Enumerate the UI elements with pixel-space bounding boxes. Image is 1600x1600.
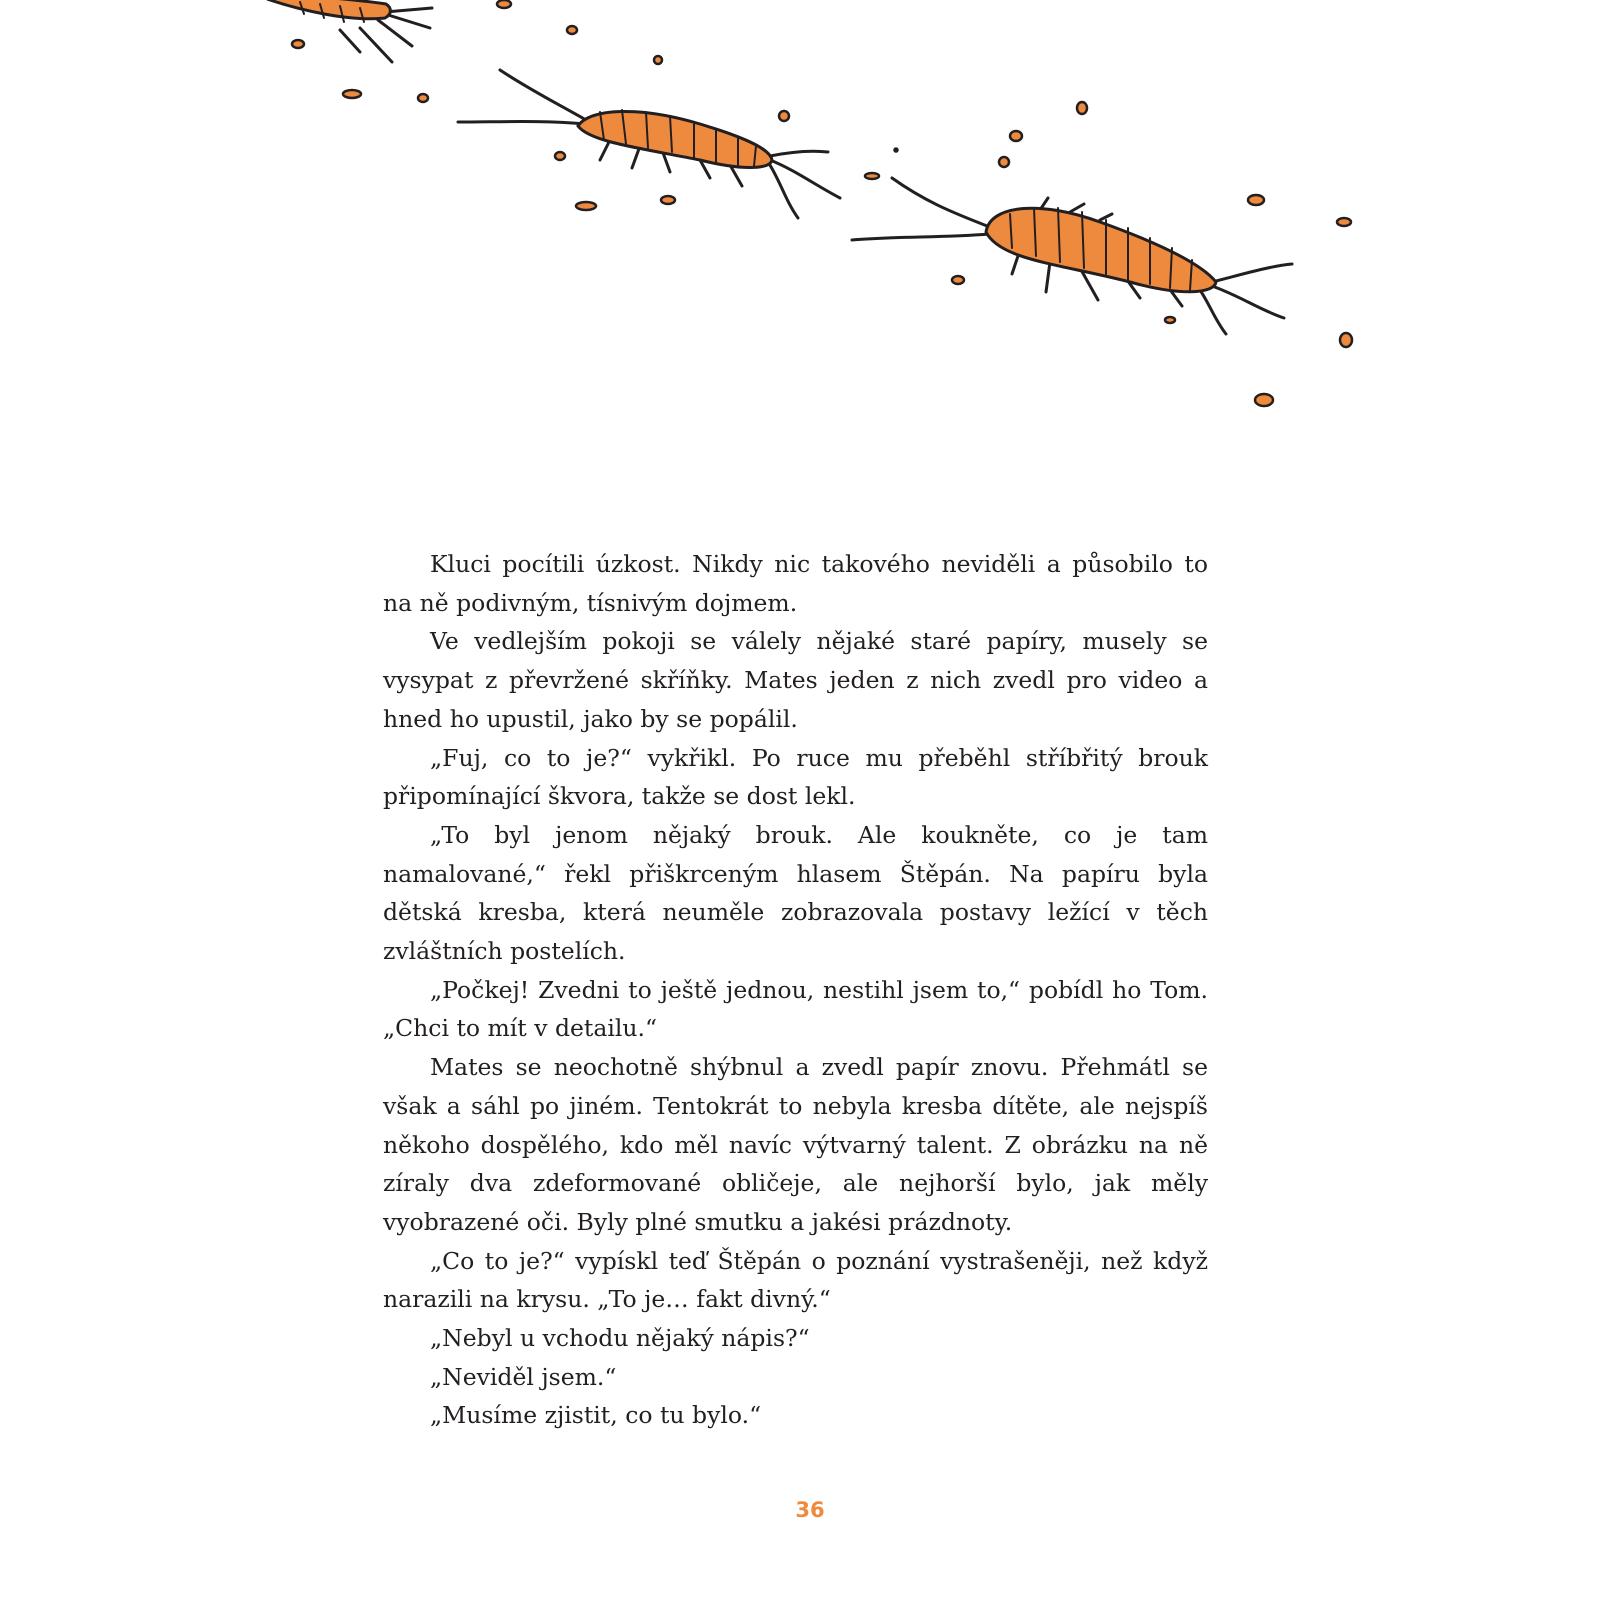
paragraph: „Musíme zjistit, co tu bylo.“ (430, 1401, 762, 1430)
paragraph: „Nebyl u vchodu nějaký nápis?“ (430, 1324, 810, 1353)
silverfish-insect-2 (458, 70, 840, 218)
paragraph: „Počkej! Zvedni to ještě jednou, nestihl jsem to,“ pobídl ho Tom. „Chci to mít v detailu.“ (383, 975, 1208, 1043)
silverfish-illustration (0, 0, 1600, 430)
paragraph: Ve vedlejším pokoji se válely nějaké staré papíry, musely se vysypat z převržené skříňky. Mates jeden z nich zvedl pro video a hned ho upustil, jako by se popálil. (383, 627, 1208, 733)
paragraph: „Fuj, co to je?“ vykřikl. Po ruce mu přeběhl stříbřitý brouk připomínající škvora, takže se dost lekl. (383, 743, 1208, 811)
page-number: 36 (795, 1498, 825, 1522)
story-text (383, 545, 1208, 1435)
paragraph: „Co to je?“ vypískl teď Štěpán o poznání vystrašeněji, než když narazili na krysu. „To je… fakt divný.“ (383, 1246, 1208, 1314)
paragraph: „To byl jenom nějaký brouk. Ale koukněte, co je tam namalované,“ řekl přiškrceným hlasem Štěpán. Na papíru byla dětská kresba, která neuměle zobrazovala postavy ležící v těch zvláštních postelích. (383, 820, 1208, 966)
paragraph: Kluci pocítili úzkost. Nikdy nic takového neviděli a působilo to na ně podivným, tísnivým dojmem. (383, 550, 1208, 617)
paragraph: „Neviděl jsem.“ (430, 1362, 617, 1391)
silverfish-insect-3 (852, 178, 1292, 334)
debris-crumbs (292, 0, 1352, 406)
paragraph: Mates se neochotně shýbnul a zvedl papír znovu. Přehmátl se však a sáhl po jiném. Tentokrát to nebyla kresba dítěte, ale nejspíš někoho dospělého, kdo měl navíc výtvarný talent. Z obrázku na ně zíraly dva zdeformované obličeje, ale nejhorší bylo, jak měly vyobrazené oči. Byly plné smutku a jakési prázdnoty. (383, 1053, 1208, 1236)
silverfish-insect-1 (270, 0, 432, 62)
